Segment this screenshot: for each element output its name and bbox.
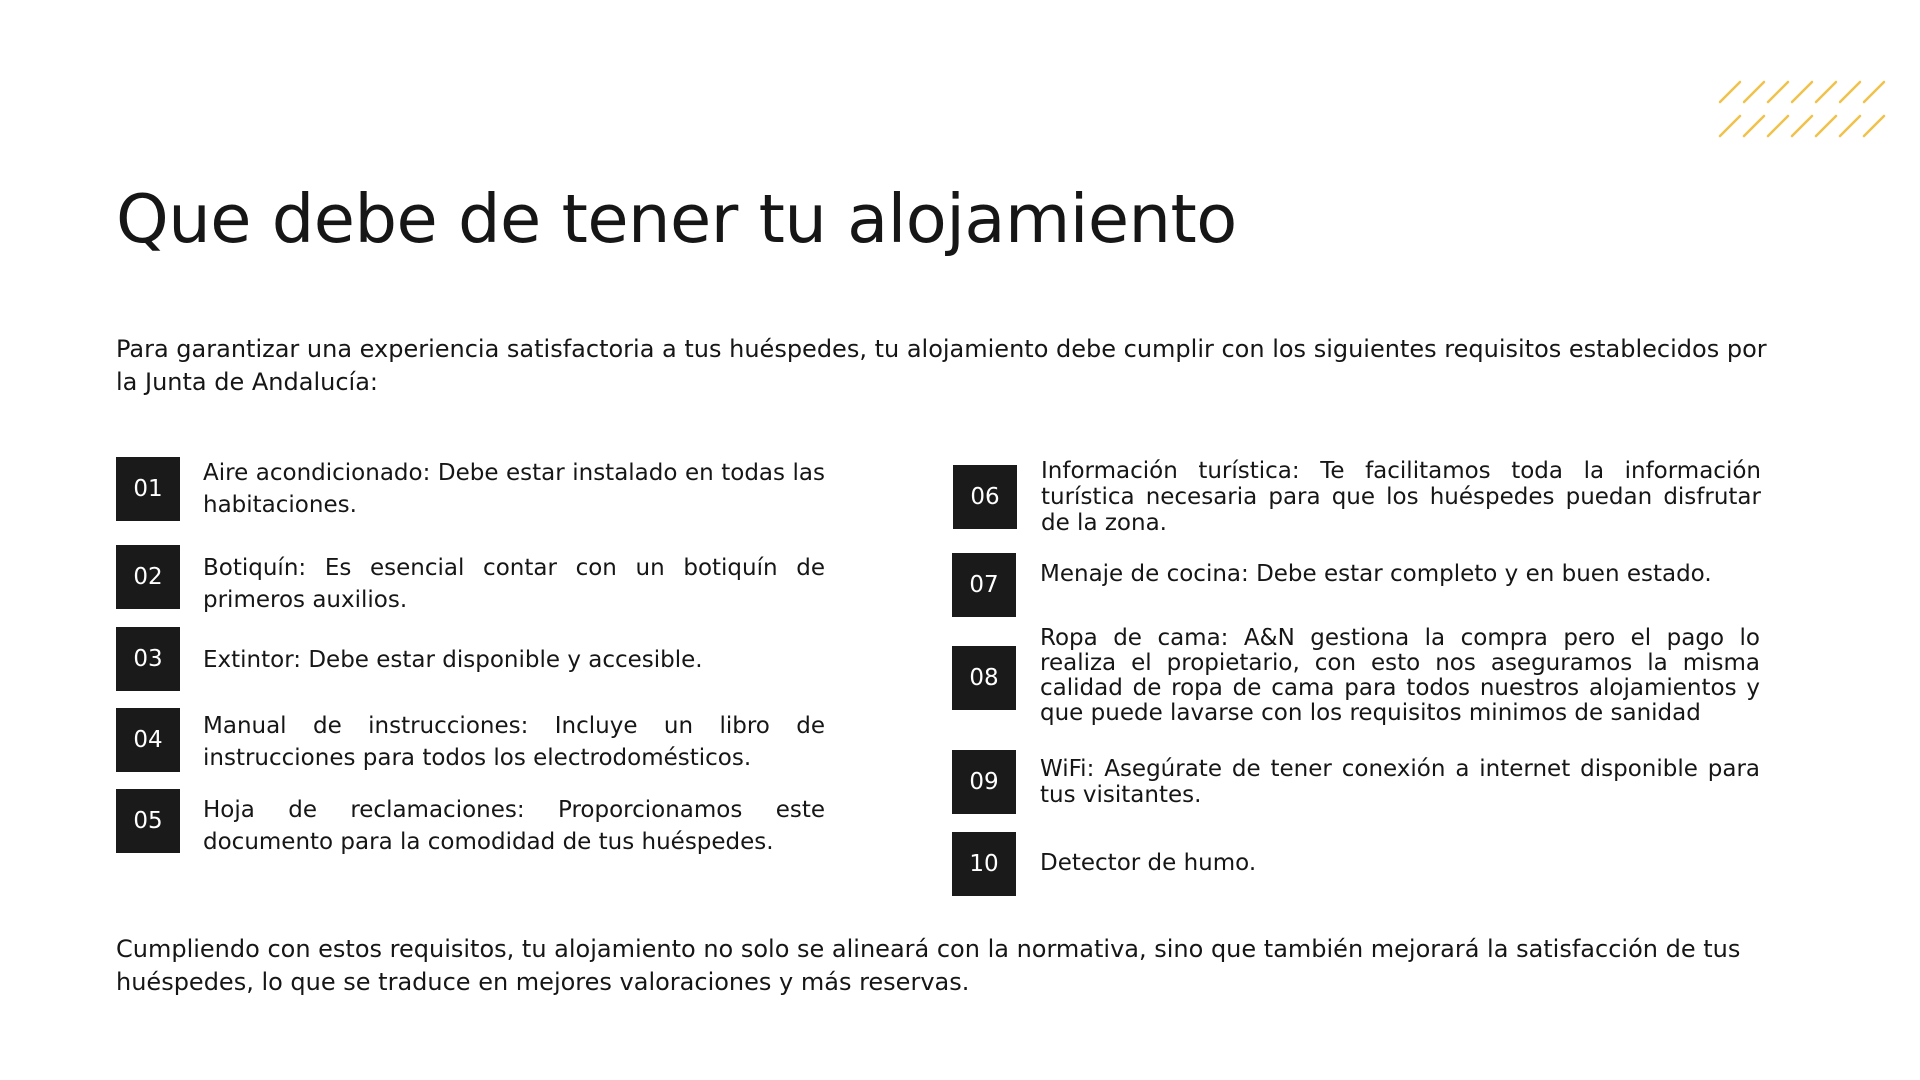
requirement-text: Aire acondicionado: Debe estar instalado en todas las habitaciones. [203,460,825,518]
requirement-number-badge: 03 [116,627,180,691]
requirement-number-badge: 08 [952,646,1016,710]
requirement-text: Menaje de cocina: Debe estar completo y en buen estado. [1040,561,1712,587]
decorative-stripes-icon [1718,78,1890,148]
intro-paragraph: Para garantizar una experiencia satisfactoria a tus huéspedes, tu alojamiento debe cumplir con los siguientes requisitos establecidos por la Junta de Andalucía: [116,335,1767,396]
requirement-text: Hoja de reclamaciones: Proporcionamos este documento para la comodidad de tus huéspedes. [203,797,825,855]
requirement-text: Manual de instrucciones: Incluye un libro de instrucciones para todos los electrodomésticos. [203,713,825,771]
requirement-text: Detector de humo. [1040,850,1257,876]
requirement-text: Extintor: Debe estar disponible y accesible. [203,647,703,673]
requirement-text: Ropa de cama: A&N gestiona la compra pero el pago lo realiza el propietario, con esto nos aseguramos la misma calidad de ropa de cama para todos nuestros alojamientos y que puede lavarse con los requisitos minimos de sanidad [1040,625,1760,726]
requirement-number-badge: 05 [116,789,180,853]
requirement-number-badge: 04 [116,708,180,772]
requirement-text: WiFi: Asegúrate de tener conexión a internet disponible para tus visitantes. [1040,756,1760,808]
requirement-number-badge: 06 [953,465,1017,529]
requirement-number-badge: 02 [116,545,180,609]
page-title: Que debe de tener tu alojamiento [116,180,1237,258]
requirement-number-badge: 10 [952,832,1016,896]
closing-paragraph: Cumpliendo con estos requisitos, tu alojamiento no solo se alineará con la normativa, sino que también mejorará la satisfacción de tus huéspedes, lo que se traduce en mejores valoraciones y más reservas. [116,935,1741,996]
requirement-text: Información turística: Te facilitamos toda la información turística necesaria para que los huéspedes puedan disfrutar de la zona. [1041,458,1761,536]
requirement-number-badge: 07 [952,553,1016,617]
requirement-text: Botiquín: Es esencial contar con un botiquín de primeros auxilios. [203,555,825,613]
requirement-number-badge: 09 [952,750,1016,814]
requirement-number-badge: 01 [116,457,180,521]
